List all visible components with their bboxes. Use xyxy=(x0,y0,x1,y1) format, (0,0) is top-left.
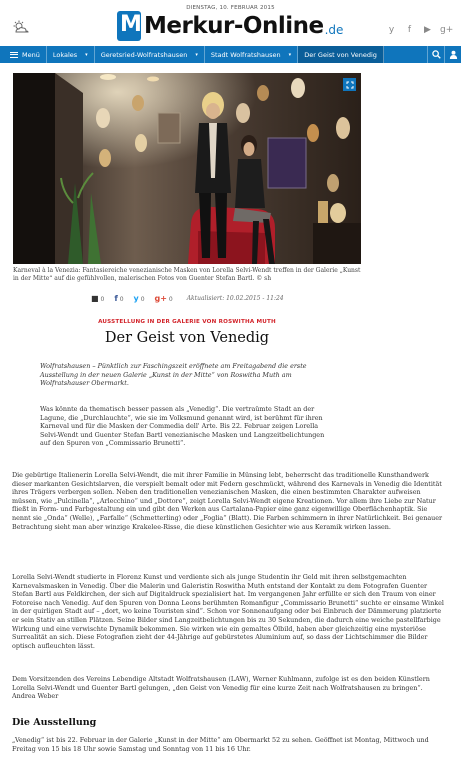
breadcrumb-stadt-wolfratshausen[interactable]: Stadt Wolfratshausen ▾ xyxy=(205,46,298,63)
menu-button[interactable]: Menü xyxy=(0,46,47,63)
search-icon[interactable] xyxy=(427,46,444,63)
site-logo[interactable] xyxy=(117,10,343,42)
weather-icon[interactable] xyxy=(12,20,30,34)
facebook-share[interactable]: f 0 xyxy=(114,294,124,303)
twitter-icon: y xyxy=(133,294,139,303)
current-date: DIENSTAG, 10. FEBRUAR 2015 xyxy=(186,5,275,11)
googleplus-share[interactable]: g+ 0 xyxy=(154,294,173,303)
article-lead: Wolfratshausen – Pünktlich zur Faschingszeit eröffnete am Freitagabend die erste Ausstellung in der neuen Galerie „Kunst in der Mitte“ von Roswitha Muth am Wolfratshauser Obermarkt. xyxy=(40,362,307,388)
chevron-down-icon: ▾ xyxy=(195,51,198,58)
googleplus-icon[interactable]: g+ xyxy=(440,25,454,35)
article-paragraph: Die gebürtige Italienerin Lorella Selvi-Wendt, die mit ihrer Familie in Münsing lebt, beherrscht das traditionelle Kunsthandwerk dieser markanten Gesichtslarven, die verspielt bemalt oder mit Federn geschmückt, während des Karnevals in Venedig die Identität ihres Trägers verbergen sollen. Neben den traditionellen venezianischen Masken, die einen bestimmten Charakter aufweisen müssen, wie „Pulcinella“, „Arlecchino“ und „Dottore“, zeigt Lorella Selvi-Wendt eigene Kreationen. Vor allem ihre Liebe zur Natur fließt in Form- und Farbgestaltung ein und gibt den Werken aus Cartalana-Papier eine ganz eigenwillige Oberflächenhaptik. Sie nennt sie „Onda“ (Welle), „Farfalle“ (Schmetterling) oder „Foglia“ (Blatt). Die Farben schimmern in ihrer Natürlichkeit. Bei genauer Betrachtung sieht man aber winzige Krakelee-Risse, die diese künstlichen Gesichter wie aus Keramik wirken lassen. xyxy=(12,471,443,531)
hamburger-icon xyxy=(10,50,18,59)
article-hero-image[interactable] xyxy=(13,73,361,264)
article-kicker: AUSSTELLUNG IN DER GALERIE VON ROSWITHA MUTH xyxy=(98,319,276,325)
logo-name: Merkur-Online xyxy=(144,13,324,39)
chevron-down-icon: ▾ xyxy=(85,51,88,58)
facebook-icon[interactable]: f xyxy=(407,25,412,35)
main-navigation xyxy=(0,46,461,63)
site-header xyxy=(0,0,461,44)
comment-share[interactable]: ■ 0 xyxy=(91,294,105,303)
article-title: Der Geist von Venedig xyxy=(104,330,270,346)
article-paragraph: Lorella Selvi-Wendt studierte in Florenz Kunst und verdiente sich als junge Studentin ihr Geld mit ihren selbstgemachten Karnevalsmasken in Venedig. Über die Malerin und Galeristin Roswitha Muth entstand der Kontakt zu dem Fotografen Guenter Stefan Bartl aus Feldkirchen, der sich auf Digitaldruck spezialisiert hat. Im vergangenen Jahr erfüllte er sich den Traum von einer Fotoreise nach Venedig. Auf den Spuren von Donna Leons berühmten Romanfigur „Commissario Brunetti“ suchte er einsame Winkel in der quirligen Stadt auf – „dort, wo keine Touristen sind“. Schon vor Sonnenaufgang oder bei Einbruch der Dämmerung platzierte er sein Stativ an stillen Plätzen. Seine Bilder sind Langzeitbelichtungen bis zu 30 Sekunden, die dadurch eine weiche pastellfarbige Wirkung und eine verwischte Dynamik bekommen. Sie wirken wie ein gemaltes Ölbild, haben aber gleichzeitig eine mysteriöse Surrealität an sich. Diese Fotografien zieht der 44-Jährige auf gebürstetes Aluminium auf, so dass der Lichtschimmer die Bilder optisch aufleuchten lässt. xyxy=(12,573,444,650)
logo-tld: .de xyxy=(324,23,344,37)
twitter-icon[interactable]: y xyxy=(388,25,395,35)
article-paragraph: Dem Vorsitzenden des Vereins Lebendige Altstadt Wolfratshausen (LAW), Werner Kuhlmann, zufolge ist es den beiden Künstlern Lorella Selvi-Wendt und Guenter Bartl gelungen, „den Geist von Venedig für eine kurze Zeit nach Wolfratshausen zu bringen“. Andrea Weber xyxy=(12,675,430,701)
article-intro: Was könnte da thematisch besser passen als „Venedig“. Die vertraümte Stadt an der Lagune, die „Durchlauchte“, wie sie im Volksmund genannt wird, ist berühmt für ihren Karneval und für die Masken der Commedia dell' Arte. Bis 22. Februar zeigen Lorella Selvi-Wendt und Guenter Stefan Bartl venezianische Masken und Langzeitbelichtungen auf den Spuren von „Commissario Brunetti“. xyxy=(40,405,325,448)
article-paragraph: „Venedig“ ist bis 22. Februar in der Galerie „Kunst in der Mitte“ am Obermarkt 52 zu sehen. Geöffnet ist Montag, Mittwoch und Freitag von 15 bis 18 Uhr sowie Samstag und Sonntag von 11 bis 16 Uhr. xyxy=(12,736,429,753)
section-heading: Die Ausstellung xyxy=(12,717,97,728)
logo-mark: M xyxy=(117,11,141,41)
twitter-share[interactable]: y 0 xyxy=(133,294,145,303)
comment-icon: ■ xyxy=(91,294,99,303)
share-bar xyxy=(91,294,284,303)
breadcrumb-current[interactable]: Der Geist von Venedig xyxy=(298,46,384,63)
youtube-icon[interactable]: ▶ xyxy=(424,25,431,35)
updated-timestamp: Aktualisiert: 10.02.2015 - 11:24 xyxy=(186,295,284,302)
facebook-icon: f xyxy=(114,294,118,303)
chevron-down-icon: ▾ xyxy=(288,51,292,58)
googleplus-icon: g+ xyxy=(154,294,167,303)
user-icon[interactable] xyxy=(444,46,461,63)
breadcrumb-geretsried-wolfratshausen[interactable]: Geretsried-Wolfratshausen ▾ xyxy=(95,46,205,63)
social-links xyxy=(386,25,454,35)
breadcrumb-lokales[interactable]: Lokales ▾ xyxy=(47,46,95,63)
gallery-photo xyxy=(13,73,361,264)
expand-icon[interactable] xyxy=(343,78,356,91)
image-caption: Karneval à la Venezia: Fantasiereiche venezianische Masken von Lorella Selvi-Wendt treffen in der Galerie „Kunst in der Mitte“ auf die gefühlvollen, malerischen Fotos von Guenter Stefan Bartl. © sh xyxy=(13,267,361,282)
